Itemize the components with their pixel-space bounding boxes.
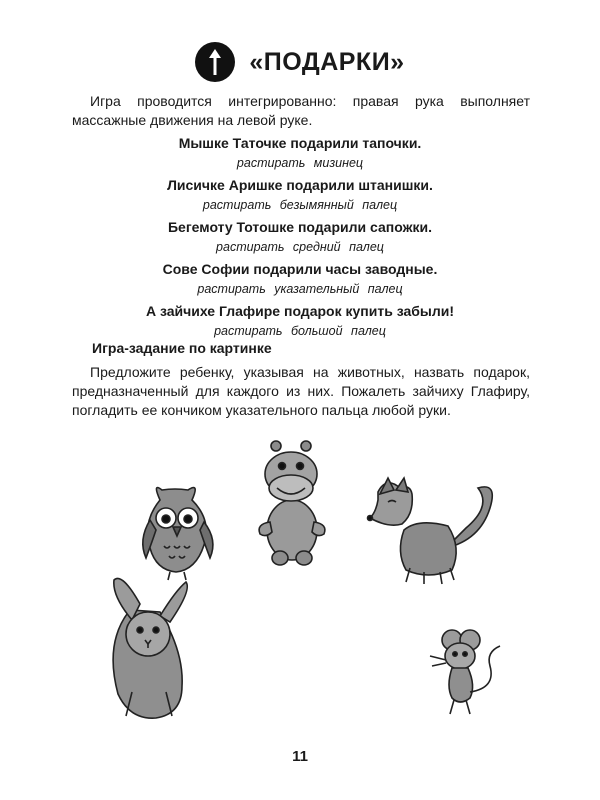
hippo-illustration: [259, 441, 325, 565]
verse-line: А зайчихе Глафире подарок купить забыли!: [145, 303, 455, 319]
verse-line: Сове Софии подарили часы заводные.: [162, 261, 438, 277]
verse-action: растирать указательный палец: [197, 282, 403, 296]
verse-owl: [0, 260, 600, 298]
page-title: «ПОДАРКИ»: [249, 47, 405, 76]
arrow-up-glyph: [206, 48, 224, 76]
owl-illustration: [143, 488, 213, 580]
intro-paragraph: Игра проводится интегрированно: правая рука выполняет массажные движения на левой руке.: [72, 93, 530, 128]
page-number: 11: [292, 748, 308, 765]
mouse-illustration: [430, 630, 500, 714]
verse-line: Бегемоту Тотошке подарили сапожки.: [167, 219, 433, 235]
verse-hippo: [0, 218, 600, 256]
verse-action: растирать средний палец: [216, 240, 384, 254]
task-heading: Игра-задание по картинке: [92, 340, 272, 356]
task-paragraph: Предложите ребенку, указывая на животных, назвать подарок, предназначенный для каждого из них. Пожалеть зайчиху Глафиру, погладить ее кончиком указательного пальца любой руки.: [72, 364, 530, 418]
verse-hare: [0, 302, 600, 340]
hare-illustration: [113, 578, 187, 718]
verse-line: Лисичке Аришке подарили штанишки.: [167, 177, 433, 193]
verse-action: растирать безымянный палец: [202, 198, 398, 212]
verse-line: Мышке Таточке подарили тапочки.: [178, 135, 422, 151]
verse-mouse: [0, 134, 600, 172]
fox-illustration: [368, 478, 493, 584]
verse-block: [0, 130, 600, 340]
verse-action: растирать мизинец: [236, 156, 364, 170]
animals-illustration: [0, 430, 600, 730]
verse-action: растирать большой палец: [214, 324, 386, 338]
title-row: [0, 40, 600, 84]
arrow-up-icon: [195, 42, 235, 82]
verse-fox: [0, 176, 600, 214]
